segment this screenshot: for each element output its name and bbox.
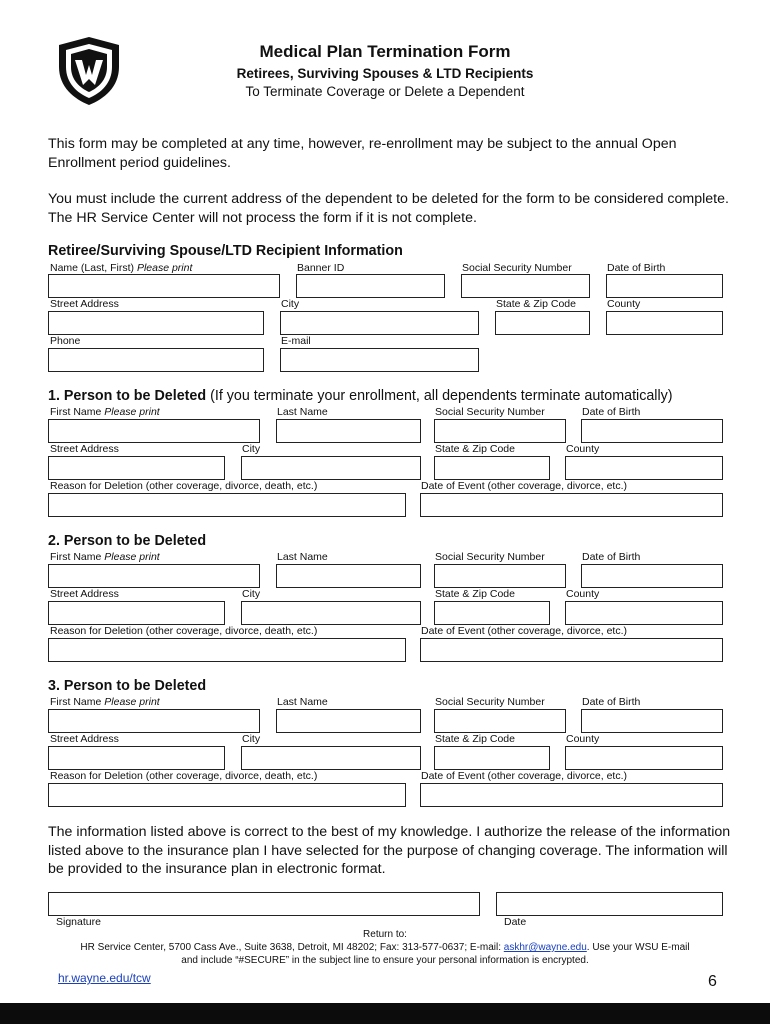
person-3-ssn-input[interactable]	[434, 709, 566, 733]
person-2-ssn-input[interactable]	[434, 564, 566, 588]
date-label: Date	[504, 916, 527, 928]
person-2-street-label: Street Address	[50, 588, 119, 600]
person-3-event-date-input[interactable]	[420, 783, 723, 807]
name-label: Name (Last, First) Please print	[50, 262, 193, 274]
form-subtitle-2: To Terminate Coverage or Delete a Dependent	[245, 84, 525, 99]
person-2-dob-input[interactable]	[581, 564, 723, 588]
person-3-heading: 3. Person to be Deleted	[48, 678, 207, 694]
retiree-section-heading: Retiree/Surviving Spouse/LTD Recipient Information	[48, 243, 403, 259]
person-1-city-input[interactable]	[241, 456, 421, 480]
person-1-last-name-label: Last Name	[277, 406, 328, 418]
person-3-dob-input[interactable]	[581, 709, 723, 733]
retiree-dob-input[interactable]	[606, 274, 723, 298]
person-3-state-zip-input[interactable]	[434, 746, 550, 770]
email-label: E-mail	[281, 335, 311, 347]
person-2-county-input[interactable]	[565, 601, 723, 625]
banner-id-label: Banner ID	[297, 262, 345, 274]
person-2-state-zip-label: State & Zip Code	[435, 588, 515, 600]
person-3-first-name-input[interactable]	[48, 709, 260, 733]
person-3-event-date-label: Date of Event (other coverage, divorce, etc.)	[421, 770, 628, 782]
person-2-heading: 2. Person to be Deleted	[48, 533, 207, 549]
form-subtitle: Retirees, Surviving Spouses & LTD Recipients	[236, 66, 534, 81]
form-title: Medical Plan Termination Form	[259, 42, 511, 61]
person-2-event-date-input[interactable]	[420, 638, 723, 662]
person-2-event-date-label: Date of Event (other coverage, divorce, etc.)	[421, 625, 628, 637]
person-2-first-name-input[interactable]	[48, 564, 260, 588]
return-address: HR Service Center, 5700 Cass Ave., Suite 3638, Detroit, MI 48202; Fax: 313-577-0637; E-mail: askhr@wayne.edu. Use your WSU E-mail	[80, 942, 690, 953]
person-2-ssn-label: Social Security Number	[435, 551, 545, 563]
person-1-heading: 1. Person to be Deleted (If you terminate your enrollment, all dependents terminate automatically)	[48, 388, 673, 404]
signature-input[interactable]	[48, 892, 480, 916]
person-2-last-name-label: Last Name	[277, 551, 328, 563]
tcw-website-link[interactable]: hr.wayne.edu/tcw	[58, 971, 151, 985]
person-2-last-name-input[interactable]	[276, 564, 421, 588]
person-1-county-input[interactable]	[565, 456, 723, 480]
person-1-last-name-input[interactable]	[276, 419, 421, 443]
retiree-street-input[interactable]	[48, 311, 264, 335]
banner-id-input[interactable]	[296, 274, 445, 298]
dob-label: Date of Birth	[607, 262, 666, 274]
encryption-note: and include “#SECURE” in the subject line to ensure your personal information is encrypted.	[181, 955, 589, 966]
person-1-event-date-label: Date of Event (other coverage, divorce, etc.)	[421, 480, 628, 492]
state-zip-label: State & Zip Code	[496, 298, 576, 310]
person-3-county-label: County	[566, 733, 600, 745]
person-3-last-name-input[interactable]	[276, 709, 421, 733]
return-to-label: Return to:	[363, 929, 407, 940]
person-3-reason-label: Reason for Deletion (other coverage, divorce, death, etc.)	[50, 770, 318, 782]
street-label: Street Address	[50, 298, 119, 310]
person-1-state-zip-label: State & Zip Code	[435, 443, 515, 455]
person-3-last-name-label: Last Name	[277, 696, 328, 708]
city-label: City	[281, 298, 300, 310]
person-2-dob-label: Date of Birth	[582, 551, 641, 563]
person-3-city-label: City	[242, 733, 261, 745]
person-1-street-input[interactable]	[48, 456, 225, 480]
person-1-state-zip-input[interactable]	[434, 456, 550, 480]
retiree-phone-input[interactable]	[48, 348, 264, 372]
person-2-city-input[interactable]	[241, 601, 421, 625]
retiree-state-zip-input[interactable]	[495, 311, 590, 335]
bottom-bar	[0, 1003, 770, 1024]
wayne-state-shield-logo-icon	[56, 35, 122, 107]
person-2-first-name-label: First Name Please print	[50, 551, 160, 563]
ssn-label: Social Security Number	[462, 262, 572, 274]
person-1-reason-input[interactable]	[48, 493, 406, 517]
intro-paragraph-1: This form may be completed at any time, however, re-enrollment may be subject to the annual Open Enrollment period guidelines.	[48, 136, 677, 171]
retiree-name-input[interactable]	[48, 274, 280, 298]
person-3-county-input[interactable]	[565, 746, 723, 770]
person-2-street-input[interactable]	[48, 601, 225, 625]
person-1-city-label: City	[242, 443, 261, 455]
person-2-reason-label: Reason for Deletion (other coverage, divorce, death, etc.)	[50, 625, 318, 637]
retiree-ssn-input[interactable]	[461, 274, 590, 298]
person-2-state-zip-input[interactable]	[434, 601, 550, 625]
phone-label: Phone	[50, 335, 81, 347]
person-3-street-label: Street Address	[50, 733, 119, 745]
person-1-first-name-label: First Name Please print	[50, 406, 160, 418]
person-1-dob-label: Date of Birth	[582, 406, 641, 418]
person-3-dob-label: Date of Birth	[582, 696, 641, 708]
person-1-dob-input[interactable]	[581, 419, 723, 443]
askhr-email-link[interactable]: askhr@wayne.edu	[503, 942, 587, 953]
retiree-city-input[interactable]	[280, 311, 479, 335]
person-3-city-input[interactable]	[241, 746, 421, 770]
person-1-event-date-input[interactable]	[420, 493, 723, 517]
person-1-reason-label: Reason for Deletion (other coverage, divorce, death, etc.)	[50, 480, 318, 492]
person-3-first-name-label: First Name Please print	[50, 696, 160, 708]
signature-date-input[interactable]	[496, 892, 723, 916]
retiree-county-input[interactable]	[606, 311, 723, 335]
person-2-reason-input[interactable]	[48, 638, 406, 662]
person-2-county-label: County	[566, 588, 600, 600]
person-1-ssn-input[interactable]	[434, 419, 566, 443]
person-1-ssn-label: Social Security Number	[435, 406, 545, 418]
person-2-city-label: City	[242, 588, 261, 600]
person-3-ssn-label: Social Security Number	[435, 696, 545, 708]
person-1-county-label: County	[566, 443, 600, 455]
page-number: 6	[708, 973, 717, 990]
person-3-state-zip-label: State & Zip Code	[435, 733, 515, 745]
person-1-street-label: Street Address	[50, 443, 119, 455]
person-1-first-name-input[interactable]	[48, 419, 260, 443]
retiree-email-input[interactable]	[280, 348, 479, 372]
person-3-reason-input[interactable]	[48, 783, 406, 807]
certification-text: The information listed above is correct to the best of my knowledge. I authorize the release of the information listed above to the insurance plan I have selected for the purpose of changing coverage. The information will be provided to the insurance plan in electronic format.	[48, 824, 731, 877]
intro-paragraph-2: You must include the current address of the dependent to be deleted for the form to be considered complete. The HR Service Center will not process the form if it is not complete.	[48, 191, 729, 226]
signature-label: Signature	[56, 916, 101, 928]
county-label: County	[607, 298, 641, 310]
person-3-street-input[interactable]	[48, 746, 225, 770]
